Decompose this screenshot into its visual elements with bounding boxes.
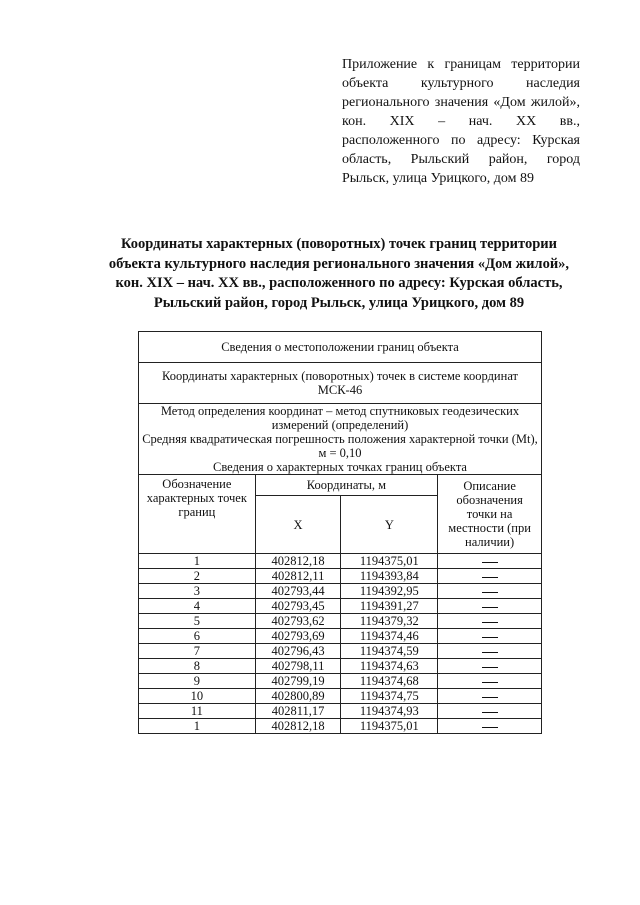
table-row [139,674,542,689]
point-x-cell: 402811,17 [255,704,341,719]
point-y-cell: 1194393,84 [341,569,438,584]
table-row [139,659,542,674]
point-description-cell [438,674,542,689]
point-x-cell: 402812,18 [255,719,341,734]
table-row [139,614,542,629]
point-n-cell: 11 [139,704,256,719]
table-row [139,599,542,614]
point-x-cell: 402799,19 [255,674,341,689]
dash-mark [482,667,498,668]
table-header-row [139,363,542,404]
point-x-cell: 402793,44 [255,584,341,599]
point-y-cell: 1194375,01 [341,554,438,569]
point-n-cell: 8 [139,659,256,674]
dash-mark [482,592,498,593]
table-row [139,569,542,584]
dash-mark [482,637,498,638]
coordinate-system-header: Координаты характерных (поворотных) точек в системе координат МСК-46 [139,363,542,404]
point-x-cell: 402812,18 [255,554,341,569]
point-description-cell [438,614,542,629]
point-n-cell: 1 [139,719,256,734]
point-x-cell: 402793,69 [255,629,341,644]
dash-mark [482,577,498,578]
point-description-cell [438,554,542,569]
point-y-cell: 1194374,63 [341,659,438,674]
dash-mark [482,652,498,653]
method-text: Метод определения координат – метод спутниковых геодезических измерений (определений) [160,404,520,432]
point-x-cell: 402793,62 [255,614,341,629]
point-description-cell [438,719,542,734]
point-description-cell [438,584,542,599]
table-row [139,644,542,659]
table-row [139,554,542,569]
coordinates-table [138,331,542,734]
table-row [139,704,542,719]
point-n-cell: 6 [139,629,256,644]
method-cell [139,404,542,475]
document-title: Координаты характерных (поворотных) точек границ территории объекта культурного наследия регионального значения «Дом жилой», кон. XIX – нач. XX вв., расположенного по адресу: Курская область, Рыльский район, город Рыльск, улица Урицкого, дом 89 [108,236,570,311]
point-y-cell: 1194374,59 [341,644,438,659]
location-header: Сведения о местоположении границ объекта [139,332,542,363]
y-header: Y [341,496,438,554]
dash-mark [482,607,498,608]
point-description-cell [438,599,542,614]
point-x-cell: 402796,43 [255,644,341,659]
dash-mark [482,622,498,623]
point-description-cell [438,689,542,704]
point-n-cell: 3 [139,584,256,599]
point-x-cell: 402798,11 [255,659,341,674]
point-y-cell: 1194374,46 [341,629,438,644]
point-n-cell: 5 [139,614,256,629]
dash-mark [482,712,498,713]
dash-mark [482,727,498,728]
dash-mark [482,697,498,698]
points-header: Сведения о характерных точках границ объекта [213,460,467,474]
point-description-cell [438,644,542,659]
point-x-cell: 402793,45 [255,599,341,614]
point-y-cell: 1194375,01 [341,719,438,734]
dash-mark [482,562,498,563]
point-y-cell: 1194374,93 [341,704,438,719]
appendix-note: Приложение к границам территории объекта культурного наследия регионального значения «Дом жилой», кон. XIX – нач. XX вв., расположенного по адресу: Курская область, Рыльский район, город Рыльск, улица Урицкого, дом 89 [342,57,580,186]
point-n-cell: 9 [139,674,256,689]
point-n-cell: 4 [139,599,256,614]
point-y-cell: 1194379,32 [341,614,438,629]
x-header: X [255,496,341,554]
point-y-cell: 1194392,95 [341,584,438,599]
table-row [139,629,542,644]
table-row [139,689,542,704]
column-header-row [139,475,542,496]
point-description-cell [438,569,542,584]
point-n-cell: 10 [139,689,256,704]
point-description-cell [438,629,542,644]
dash-mark [482,682,498,683]
accuracy-text: Средняя квадратическая погрешность положения характерной точки (Mt), м = 0,10 [142,432,538,460]
coords-header: Координаты, м [255,475,438,496]
point-x-cell: 402812,11 [255,569,341,584]
point-n-cell: 7 [139,644,256,659]
point-x-cell: 402800,89 [255,689,341,704]
point-n-cell: 2 [139,569,256,584]
table-header-row [139,332,542,363]
point-y-cell: 1194374,75 [341,689,438,704]
table-row [139,584,542,599]
method-row [139,404,542,475]
designation-header: Обозначение характерных точек границ [139,475,256,554]
point-n-cell: 1 [139,554,256,569]
point-description-cell [438,659,542,674]
point-y-cell: 1194391,27 [341,599,438,614]
point-y-cell: 1194374,68 [341,674,438,689]
table-row [139,719,542,734]
point-description-cell [438,704,542,719]
description-header: Описание обозначения точки на местности (при наличии) [438,475,542,554]
